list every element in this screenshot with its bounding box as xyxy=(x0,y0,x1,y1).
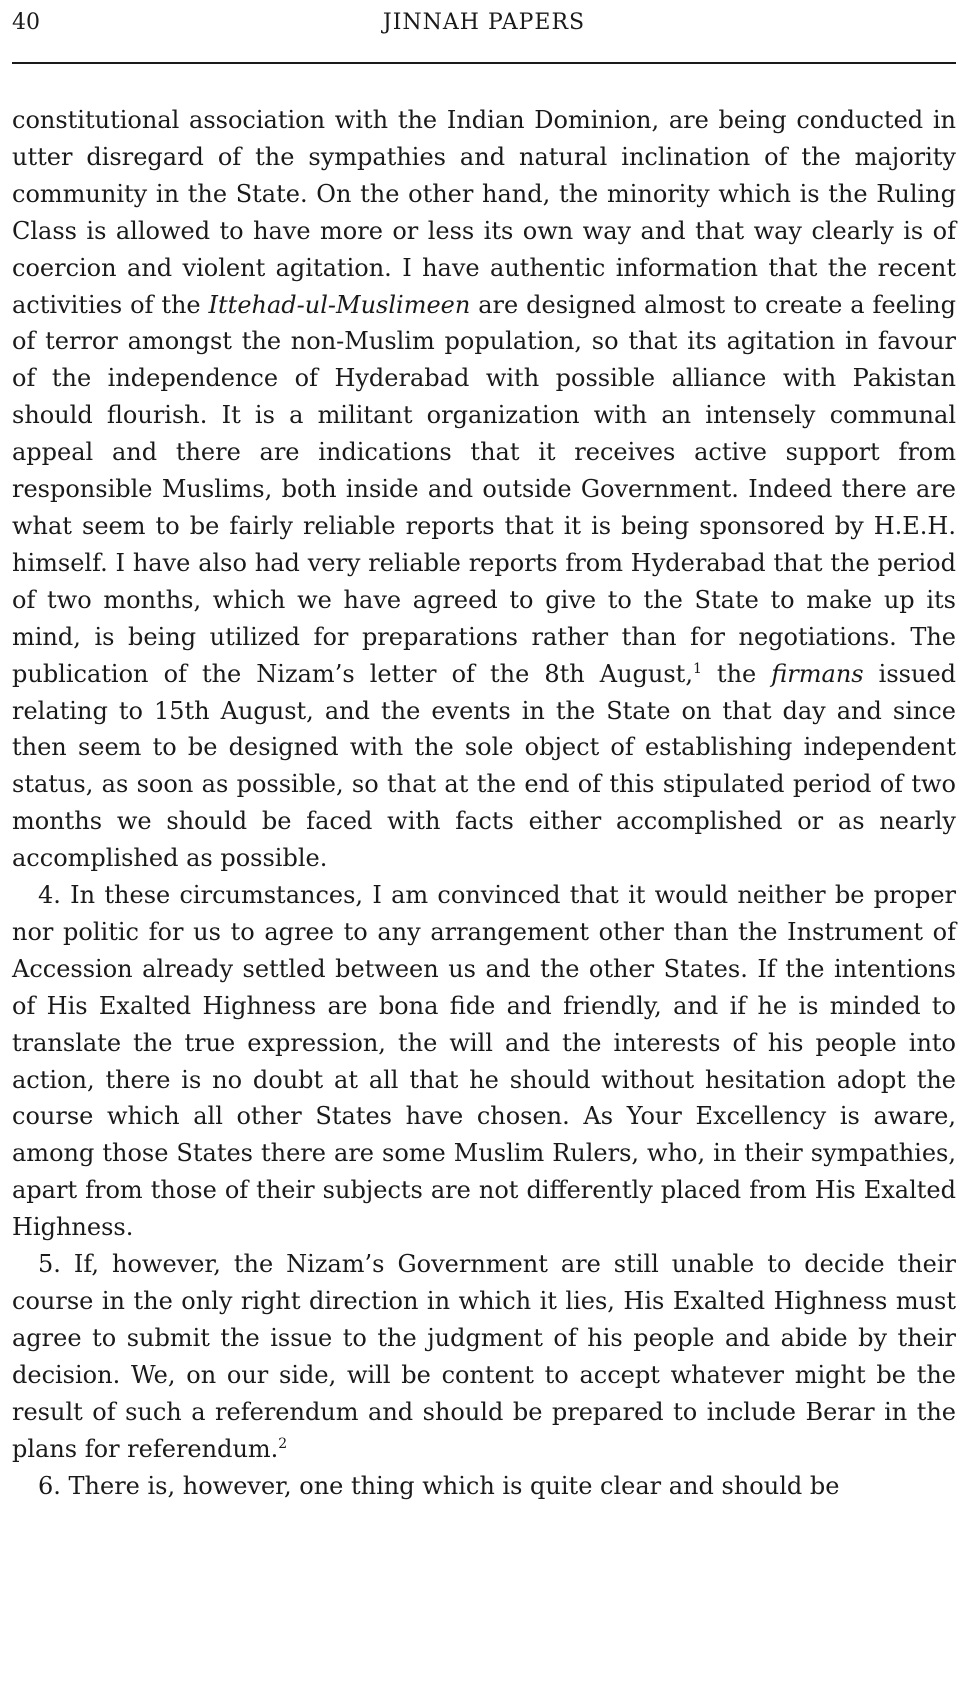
running-header xyxy=(12,8,956,38)
body-text xyxy=(12,102,956,1504)
paragraph-text: issued relating to 15th August, and the events in the State on that day and since then seem to be designed with the sole object of establishing independent status, as soon as possible, so that at the end of this stipulated period of two months we should be faced with facts either accomplished or as nearly accomplished as possible. xyxy=(12,659,957,873)
paragraph-text: are designed almost to create a feeling of terror amongst the non-Muslim population, so that its agitation in favour of the independence of Hyderabad with possible alliance with Pakistan should flourish. It is a militant organization with an intensely communal appeal and there are indications that it receives active support from responsible Muslims, both inside and outside Government. Indeed there are what seem to be fairly reliable reports that it is being sponsored by H.E.H. himself. I have also had very reliable reports from Hyderabad that the period of two months, which we have agreed to give to the State to make up its mind, is being utilized for preparations rather than for negotiations. The publication of the Nizam’s letter of the 8th August, xyxy=(12,290,956,688)
paragraph-text: 6. There is, however, one thing which is quite clear and should be xyxy=(38,1471,840,1500)
paragraph-text: 4. In these circumstances, I am convinced that it would neither be proper nor politic for us to agree to any arrangement other than the Instrument of Accession already settled between us and the other States. If the intentions of His Exalted Highness are bona fide and friendly, and if he is minded to translate the true expression, the will and the interests of his people into action, there is no doubt at all that he should without hesitation adopt the course which all other States have chosen. As Your Excellency is aware, among those States there are some Muslim Rulers, who, in their sympathies, apart from those of their subjects are not differently placed from His Exalted Highness. xyxy=(12,881,956,1242)
paragraph-continued xyxy=(12,102,956,877)
paragraph-4 xyxy=(12,877,956,1246)
italic-term: Ittehad-ul-Muslimeen xyxy=(208,290,471,319)
footnote-marker: 1 xyxy=(692,660,702,677)
paragraph-6 xyxy=(12,1468,956,1505)
paragraph-text: constitutional association with the Indian Dominion, are being conducted in utter disregard of the sympathies and natural inclination of the majority community in the State. On the other hand, the minority which is the Ruling Class is allowed to have more or less its own way and that way clearly is of coercion and violent agitation. I have authentic information that the recent activities of the xyxy=(12,106,956,319)
paragraph-text: the xyxy=(701,659,772,688)
header-rule xyxy=(12,62,956,64)
footnote-marker: 2 xyxy=(278,1435,288,1452)
paragraph-5 xyxy=(12,1246,956,1467)
running-title: JINNAH PAPERS xyxy=(382,10,586,35)
page-number: 40 xyxy=(12,10,40,35)
italic-term: firmans xyxy=(771,659,864,688)
paragraph-text: 5. If, however, the Nizam’s Government are still unable to decide their course in the only right direction in which it lies, His Exalted Highness must agree to submit the issue to the judgment of his people and abide by their decision. We, on our side, will be content to accept whatever might be the result of such a referendum and should be prepared to include Berar in the plans for referendum. xyxy=(12,1250,956,1463)
